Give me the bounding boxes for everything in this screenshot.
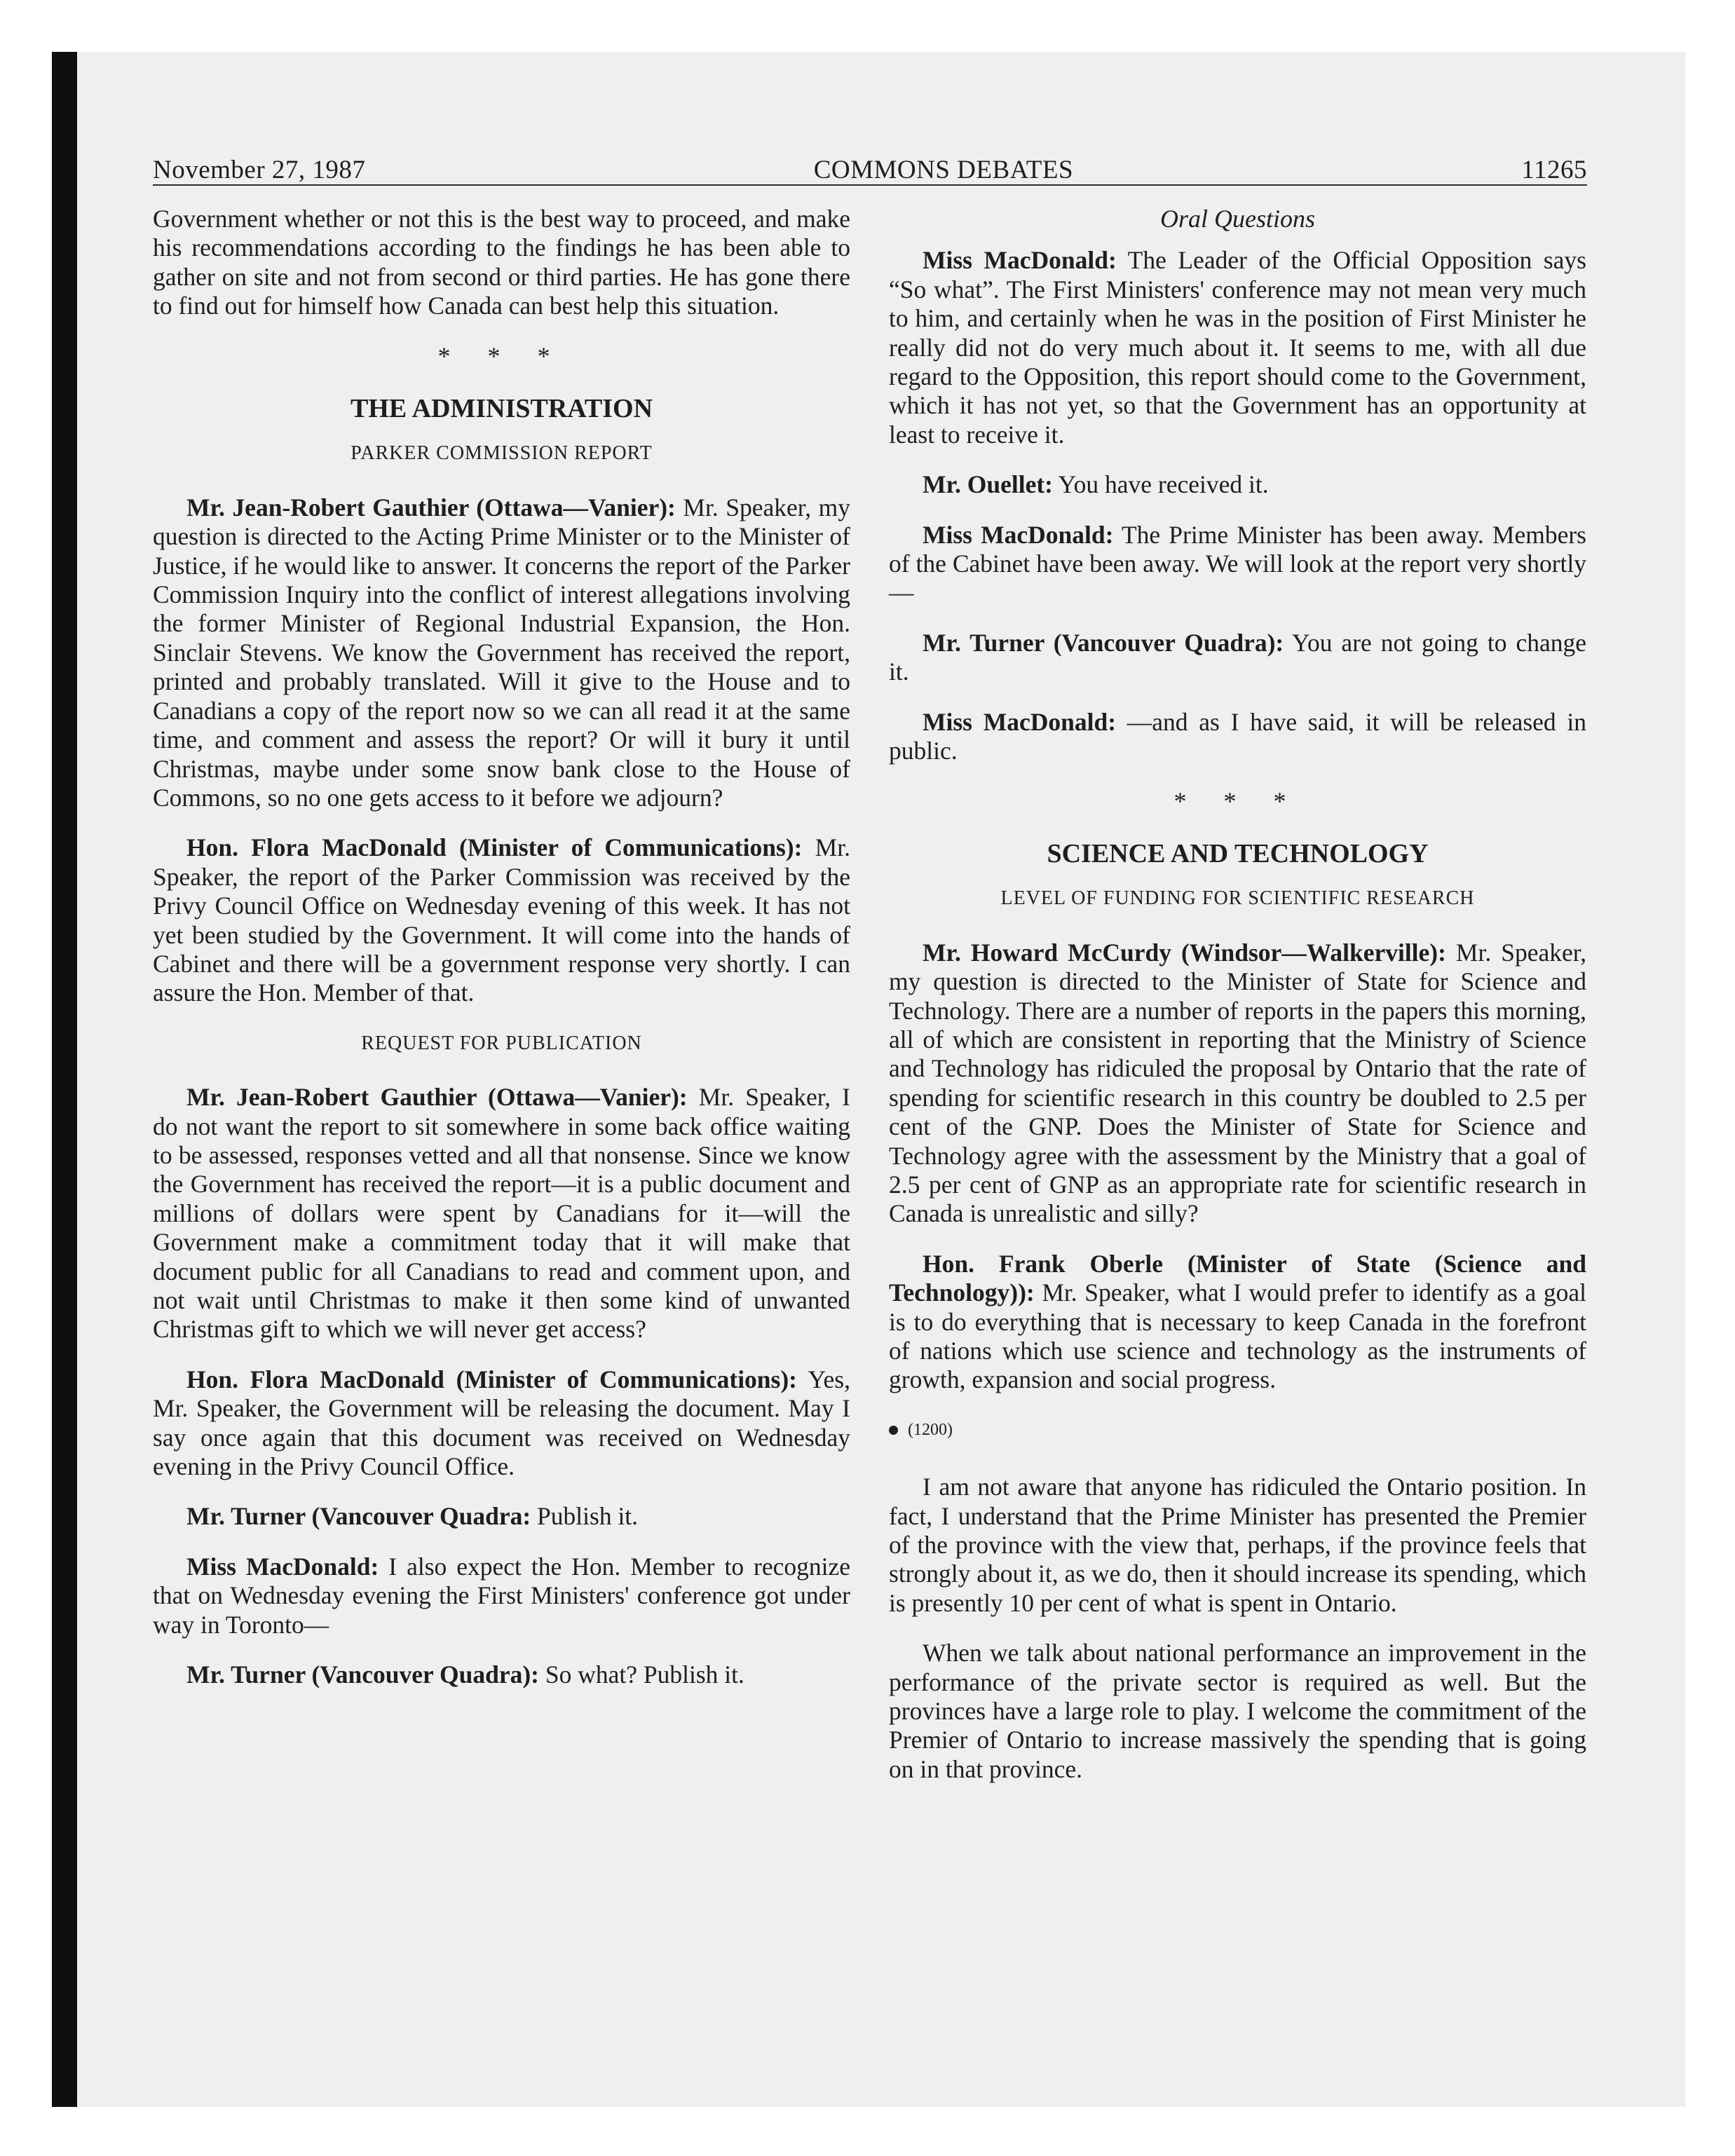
scan-edge-bar [52, 52, 77, 2107]
speaker-name: Miss MacDonald: [923, 707, 1117, 736]
paragraph [153, 493, 850, 812]
speech-text: Mr. Speaker, what I would prefer to identify as a goal is to do everything that is necessary to keep Canada in the forefront of nations which use science and technology as the instruments of growth, expansion and social progress. [889, 1278, 1586, 1394]
speech-text: You have received it. [1053, 470, 1269, 499]
speech-text: I also expect the Hon. Member to recognize that on Wednesday evening the First Ministers' conference got under way in Toronto— [153, 1552, 851, 1639]
speech-text: You are not going to change it. [889, 628, 1586, 686]
paragraph: Government whether or not this is the best way to proceed, and make his recommendations according to the findings he has been able to gather on site and not from second or third parties. He has gone there to find out for himself how Canada can best help this situation. [153, 205, 850, 320]
speech-text: The Prime Minister has been away. Members of the Cabinet have been away. We will look at the report very shortly— [889, 520, 1586, 607]
left-column [153, 205, 850, 1710]
speech-text: Mr. Speaker, my question is directed to the Acting Prime Minister or to the Minister of Justice, if he would like to answer. It concerns the report of the Parker Commission Inquiry into the conflict of interest allegations involving the former Minister of Regional Industrial Expansion, the Hon. Sinclair Stevens. We know the Government has received the report, printed and probably translated. Will it give to the House and to Canadians a copy of the report now so we can all read it at the same time, and comment and assess the report? Or will it bury it until Christmas, maybe under some snow bank close to the House of Commons, so no one gets access to it before we adjourn? [153, 493, 850, 812]
speaker-name: Mr. Turner (Vancouver Quadra): [186, 1660, 539, 1689]
header-rule [153, 184, 1587, 186]
speaker-name: Mr. Jean-Robert Gauthier (Ottawa—Vanier): [186, 1083, 688, 1112]
speaker-name: Mr. Turner (Vancouver Quadra): [923, 628, 1284, 657]
speaker-name: Hon. Flora MacDonald (Minister of Communications): [186, 1365, 798, 1393]
header-page-number: 11265 [1521, 156, 1587, 184]
paragraph [889, 470, 1586, 499]
speaker-name: Mr. Turner (Vancouver Quadra: [186, 1502, 531, 1531]
speaker-name: Mr. Howard McCurdy (Windsor—Walkerville): [923, 938, 1446, 967]
time-marker-text: (1200) [908, 1420, 953, 1439]
speaker-name: Miss MacDonald: [923, 246, 1117, 275]
speech-text: Yes, Mr. Speaker, the Government will be releasing the document. May I say once again that this document was received on Wednesday evening in the Privy Council Office. [153, 1365, 850, 1481]
paragraph [889, 521, 1586, 608]
speech-text: Mr. Speaker, I do not want the report to sit somewhere in some back office waiting to be assessed, responses vetted and all that nonsense. Since we know the Government has received the report—it is a public document and millions of dollars were spent by Canadians for it—will the Government make a commitment today that it will make that document public for all Canadians to read and comment upon, and not wait until Christmas to make it then some kind of unwanted Christmas gift to which we will never get access? [153, 1083, 850, 1344]
paragraph [153, 1553, 850, 1639]
speaker-name: Mr. Ouellet: [923, 470, 1053, 499]
paragraph [153, 1365, 850, 1482]
speaker-name: Hon. Frank Oberle (Minister of State (Science and Technology)): [889, 1249, 1586, 1307]
subheading: REQUEST FOR PUBLICATION [361, 1032, 642, 1054]
section-heading: THE ADMINISTRATION [350, 394, 653, 424]
speech-text: So what? Publish it. [538, 1660, 744, 1689]
right-column [889, 205, 1586, 1805]
paragraph [889, 708, 1586, 766]
paragraph: When we talk about national performance an improvement in the performance of the private sector is required as well. But the provinces have a large role to play. I welcome the commitment of the Premier of Ontario to increase massively the spending that is going on in that province. [889, 1639, 1586, 1783]
paragraph [153, 833, 850, 1007]
section-label: Oral Questions [1159, 205, 1315, 233]
speaker-name: Mr. Jean-Robert Gauthier (Ottawa—Vanier): [186, 493, 676, 521]
bullet-icon [889, 1426, 898, 1435]
header-title: COMMONS DEBATES [813, 156, 1074, 184]
section-break: * * * [437, 341, 566, 370]
section-heading: SCIENCE AND TECHNOLOGY [1047, 838, 1429, 868]
paragraph [153, 1502, 850, 1531]
paragraph [889, 629, 1586, 687]
paragraph [889, 246, 1586, 449]
speaker-name: Miss MacDonald: [923, 520, 1114, 549]
section-break: * * * [1173, 786, 1302, 815]
paragraph: I am not aware that anyone has ridiculed the Ontario position. In fact, I understand that the Prime Minister has presented the Premier of the province with the view that, perhaps, if the province feels that strongly about it, as we do, then it should increase its spending, which is presently 10 per cent of what is spent in Ontario. [889, 1473, 1586, 1617]
speech-text: The Leader of the Official Opposition says “So what”. The First Ministers' conference may not mean very much to him, and certainly when he was in the position of First Minister he really did not do very much about it. It seems to me, with all due regard to the Opposition, this report should come to the Government, which it has not yet, so that the Government has an opportunity at least to receive it. [889, 246, 1587, 449]
paragraph [153, 1660, 850, 1689]
paragraph [889, 1250, 1586, 1395]
subheading: PARKER COMMISSION REPORT [351, 442, 653, 465]
time-marker [889, 1416, 1586, 1445]
speaker-name: Hon. Flora MacDonald (Minister of Communications): [186, 833, 803, 862]
speech-text: Mr. Speaker, my question is directed to the Minister of State for Science and Technology. There are a number of reports in the papers this morning, all of which are consistent in reporting that the Ministry of Science and Technology has ridiculed the proposal by Ontario that the rate of spending for scientific research in this country be doubled to 2.5 per cent of the GNP. Does the Minister of State for Science and Technology agree with the assessment by the Ministry that a goal of 2.5 per cent of GNP as an appropriate rate for scientific research in Canada is unrealistic and silly? [889, 938, 1586, 1228]
speaker-name: Miss MacDonald: [186, 1552, 379, 1581]
speech-text: Publish it. [531, 1502, 639, 1531]
speech-text: —and as I have said, it will be released in public. [889, 707, 1586, 765]
header-date: November 27, 1987 [153, 156, 366, 184]
paragraph [153, 1083, 850, 1344]
running-header [153, 151, 1587, 185]
paragraph [889, 939, 1586, 1229]
speech-text: Mr. Speaker, the report of the Parker Commission was received by the Privy Council Office on Wednesday evening of this week. It has not yet been studied by the Government. It will come into the hands of Cabinet and there will be a government response very shortly. I can assure the Hon. Member of that. [153, 833, 850, 1007]
subheading: LEVEL OF FUNDING FOR SCIENTIFIC RESEARCH [1000, 887, 1475, 910]
